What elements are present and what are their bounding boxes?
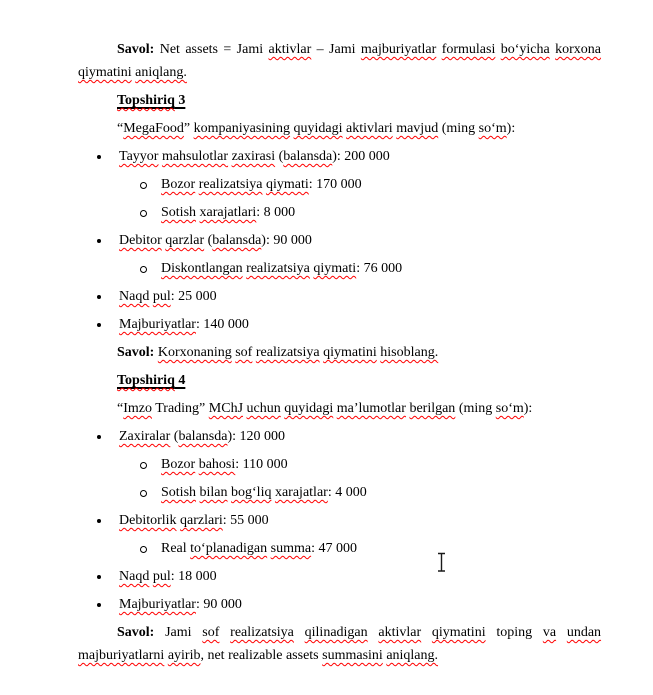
- heading-topshiriq-4[interactable]: [78, 369, 601, 392]
- misspelled-word: qarzlar: [165, 233, 205, 248]
- subbullet-bozor-realizatsiya[interactable]: [78, 173, 601, 196]
- text-segment: ):: [506, 121, 516, 136]
- text-segment: (: [275, 149, 284, 164]
- text-segment: : 8 000: [256, 205, 296, 220]
- bullet-debitor-qarzlar[interactable]: [78, 229, 601, 252]
- text-segment: 3: [174, 93, 186, 108]
- disc-bullet-icon: [97, 155, 101, 159]
- disc-bullet-icon: [97, 239, 101, 243]
- misspelled-word: bilan: [199, 485, 228, 500]
- misspelled-word: sof: [235, 345, 253, 360]
- misspelled-word: aniqlang.: [135, 65, 187, 80]
- misspelled-word: mavjud: [396, 121, 439, 136]
- circle-bullet-icon: [140, 210, 147, 217]
- text-segment: : 47 000: [311, 541, 357, 556]
- misspelled-word: Topshiriq: [117, 373, 175, 388]
- misspelled-word: undan: [566, 625, 602, 640]
- text-segment: [294, 625, 305, 640]
- disc-bullet-icon: [97, 295, 101, 299]
- misspelled-word: realizatsiya: [230, 625, 294, 640]
- misspelled-word: majburiyatlar: [360, 42, 437, 57]
- misspelled-word: korxona: [555, 42, 601, 57]
- misspelled-word: Naqd: [119, 569, 150, 584]
- misspelled-word: MChJ: [208, 401, 244, 416]
- text-segment: : 4 000: [327, 485, 367, 500]
- misspelled-word: ayirib: [167, 648, 201, 663]
- question-paragraph-topshiriq4[interactable]: [78, 621, 601, 667]
- text-segment: ): 120 000: [227, 429, 286, 444]
- misspelled-word: Imzo: [123, 401, 152, 416]
- disc-bullet-icon: [97, 519, 101, 523]
- misspelled-word: summa: [270, 541, 312, 556]
- text-segment: , net realizable assets: [200, 648, 323, 663]
- subbullet-diskontlangan[interactable]: [78, 257, 601, 280]
- misspelled-word: Tayyor: [119, 149, 159, 164]
- misspelled-word: bog‘liq: [231, 485, 272, 500]
- misspelled-word: so‘m: [495, 401, 524, 416]
- text-segment: – Jami: [311, 42, 361, 57]
- intro-paragraph-imzo-trading[interactable]: [78, 397, 601, 420]
- misspelled-word: mahsulotlar: [161, 149, 229, 164]
- disc-bullet-icon: [97, 435, 101, 439]
- subbullet-sotish-xarajatlari[interactable]: [78, 201, 601, 224]
- text-segment: (: [170, 429, 179, 444]
- misspelled-word: pul: [152, 289, 171, 304]
- text-segment: “: [117, 401, 124, 416]
- misspelled-word: Sotish: [161, 485, 197, 500]
- subbullet-sotish-bilan[interactable]: [78, 481, 601, 504]
- misspelled-word: majburiyatlarni: [78, 648, 165, 663]
- circle-bullet-icon: [140, 182, 147, 189]
- misspelled-word: realizatsiya: [198, 177, 263, 192]
- misspelled-word: MegaFood: [123, 121, 184, 136]
- misspelled-word: to‘planadigan: [190, 541, 268, 556]
- subbullet-real-toplanadigan[interactable]: [78, 537, 601, 560]
- misspelled-word: bo‘yicha: [500, 42, 550, 57]
- text-segment: ): 90 000: [261, 233, 312, 248]
- misspelled-word: formulasi: [441, 42, 496, 57]
- circle-bullet-icon: [140, 546, 147, 553]
- misspelled-word: Majburiyatlar: [119, 317, 196, 332]
- misspelled-word: xarajatlari: [199, 205, 257, 220]
- misspelled-word: qiymatini: [78, 65, 132, 80]
- text-segment: Net assets = Jami: [154, 42, 269, 57]
- misspelled-word: xarajatlar: [274, 485, 328, 500]
- bullet-tayyor-mahsulotlar[interactable]: [78, 145, 601, 168]
- text-segment: : 140 000: [195, 317, 249, 332]
- bullet-naqd-pul-1[interactable]: [78, 285, 601, 308]
- misspelled-word: aniqlang.: [386, 648, 439, 663]
- misspelled-word: Topshiriq: [117, 93, 175, 108]
- misspelled-word: qiymatini: [431, 625, 486, 640]
- misspelled-word: Debitor: [119, 233, 162, 248]
- text-segment: [117, 373, 175, 388]
- misspelled-word: quyidagi: [293, 121, 343, 136]
- bullet-majburiyatlar-1[interactable]: [78, 313, 601, 336]
- subbullet-bozor-bahosi[interactable]: [78, 453, 601, 476]
- misspelled-word: realizatsiya: [255, 345, 320, 360]
- text-segment: Real: [161, 541, 191, 556]
- text-segment: [117, 93, 175, 108]
- misspelled-word: sof: [202, 625, 220, 640]
- text-segment: Jami: [154, 625, 203, 640]
- misspelled-word: qiymati: [265, 177, 309, 192]
- misspelled-word: hisoblang.: [380, 345, 439, 360]
- misspelled-word: zaxirasi: [231, 149, 276, 164]
- misspelled-word: qiymatini: [323, 345, 377, 360]
- text-segment: [556, 625, 567, 640]
- bullet-zaxiralar[interactable]: [78, 425, 601, 448]
- misspelled-word: qilinadigan: [304, 625, 368, 640]
- disc-bullet-icon: [97, 575, 101, 579]
- text-segment: : 18 000: [170, 569, 217, 584]
- misspelled-word: pul: [152, 569, 171, 584]
- misspelled-word: Debitorlik: [119, 513, 177, 528]
- misspelled-word: balansda: [283, 149, 333, 164]
- text-segment: Savol:: [117, 625, 155, 640]
- misspelled-word: Naqd: [119, 289, 150, 304]
- bullet-naqd-pul-2[interactable]: [78, 565, 601, 588]
- misspelled-word: Zaxiralar: [119, 429, 171, 444]
- disc-bullet-icon: [97, 323, 101, 327]
- text-segment: [368, 625, 379, 640]
- misspelled-word: bahosi: [198, 457, 236, 472]
- text-segment: : 90 000: [195, 597, 242, 612]
- text-segment: (ming: [455, 401, 496, 416]
- misspelled-word: balansda: [178, 429, 228, 444]
- circle-bullet-icon: [140, 266, 147, 273]
- misspelled-word: ma’lumotlar: [336, 401, 406, 416]
- question-paragraph-topshiriq3[interactable]: [78, 341, 601, 364]
- text-segment: ): 200 000: [332, 149, 390, 164]
- misspelled-word: balansda: [212, 233, 262, 248]
- text-segment: (ming: [438, 121, 479, 136]
- text-segment: : 76 000: [356, 261, 403, 276]
- misspelled-word: kompaniyasining: [193, 121, 291, 136]
- document-text-area[interactable]: [78, 38, 601, 672]
- text-segment: : 25 000: [170, 289, 217, 304]
- text-segment: Savol:: [117, 42, 155, 57]
- misspelled-word: so‘m: [478, 121, 507, 136]
- question-paragraph-topshiriq2[interactable]: [78, 38, 601, 84]
- misspelled-word: Sotish: [161, 205, 197, 220]
- heading-topshiriq-3[interactable]: [78, 89, 601, 112]
- text-segment: : 110 000: [235, 457, 288, 472]
- text-segment: (: [204, 233, 213, 248]
- text-segment: ”: [183, 121, 194, 136]
- misspelled-word: Majburiyatlar: [119, 597, 196, 612]
- misspelled-word: aktivlar: [378, 625, 422, 640]
- text-segment: 4: [174, 373, 186, 388]
- misspelled-word: Bozor: [161, 457, 196, 472]
- misspelled-word: summasini: [322, 648, 383, 663]
- text-segment: : 55 000: [222, 513, 269, 528]
- text-segment: Trading”: [151, 401, 209, 416]
- text-segment: [421, 625, 432, 640]
- misspelled-word: Korxonaning: [157, 345, 232, 360]
- disc-bullet-icon: [97, 603, 101, 607]
- misspelled-word: quyidagi: [284, 401, 334, 416]
- misspelled-word: berilgan: [409, 401, 456, 416]
- circle-bullet-icon: [140, 490, 147, 497]
- text-segment: Savol:: [117, 345, 155, 360]
- text-segment: toping: [485, 625, 543, 640]
- misspelled-word: Bozor: [161, 177, 196, 192]
- misspelled-word: qiymati: [313, 261, 357, 276]
- circle-bullet-icon: [140, 462, 147, 469]
- misspelled-word: realizatsiya: [246, 261, 310, 276]
- misspelled-word: uchun: [246, 401, 281, 416]
- misspelled-word: Diskontlangan: [161, 261, 243, 276]
- text-segment: ):: [523, 401, 533, 416]
- text-segment: : 170 000: [308, 177, 362, 192]
- bullet-majburiyatlar-2[interactable]: [78, 593, 601, 616]
- misspelled-word: qarzlari: [180, 513, 223, 528]
- misspelled-word: aktivlari: [346, 121, 393, 136]
- text-segment: [219, 625, 230, 640]
- misspelled-word: aktivlar: [268, 42, 312, 57]
- misspelled-word: va: [542, 625, 557, 640]
- intro-paragraph-megafood[interactable]: [78, 117, 601, 140]
- text-segment: “: [117, 121, 124, 136]
- bullet-debitorlik-qarzlari[interactable]: [78, 509, 601, 532]
